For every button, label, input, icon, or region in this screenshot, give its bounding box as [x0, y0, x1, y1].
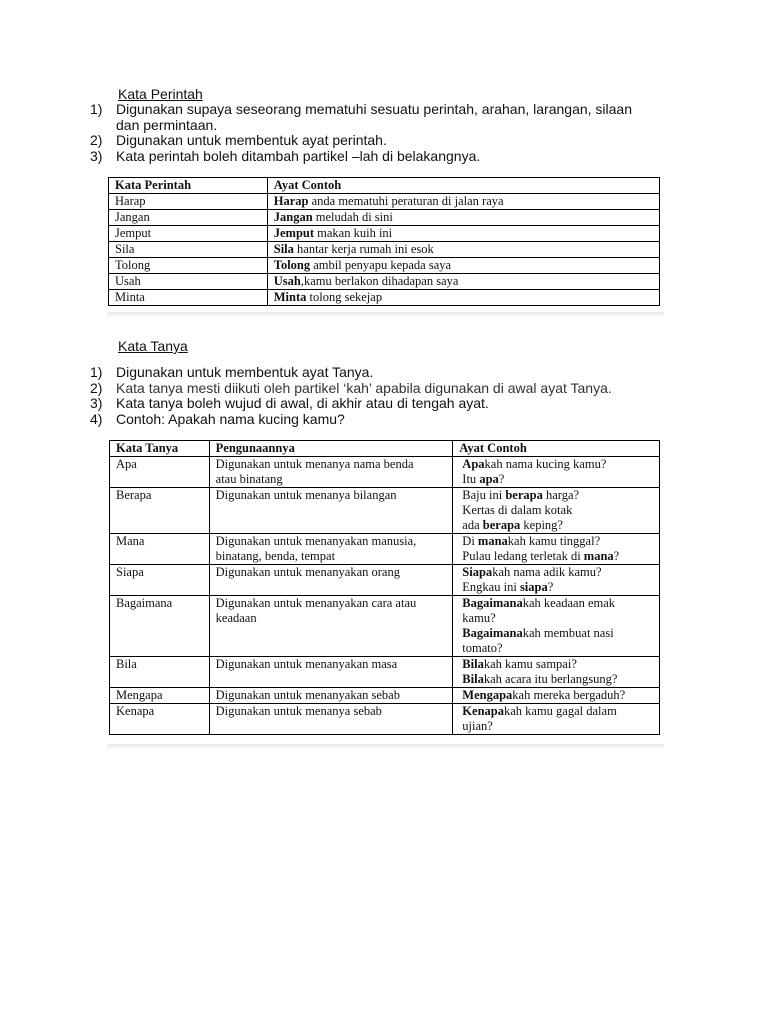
example-line	[459, 688, 653, 703]
ayat-contoh-cell	[267, 226, 659, 242]
table-row	[109, 274, 660, 290]
kata-tanya-cell: Kenapa	[110, 704, 210, 735]
kata-perintah-notes	[88, 102, 658, 164]
example-text: ?	[498, 472, 505, 486]
column-header: Ayat Contoh	[453, 441, 660, 457]
table-row	[110, 565, 660, 596]
example-line	[459, 719, 653, 734]
example-text: tomato?	[462, 641, 503, 655]
example-text: kah membuat nasi	[522, 626, 614, 640]
example-keyword: Apa	[462, 457, 485, 471]
usage-line: Digunakan untuk menanyakan sebab	[215, 688, 400, 702]
example-line	[459, 457, 653, 472]
example-text: Baju ini	[462, 488, 506, 502]
example-keyword: berapa	[482, 518, 521, 532]
table-row	[109, 258, 660, 274]
example-line	[459, 657, 653, 672]
usage-line: Digunakan untuk menanya bilangan	[215, 488, 397, 502]
note-text: Kata tanya mesti diikuti oleh partikel ‘kah’ apabila digunakan di awal ayat Tanya.	[116, 379, 612, 396]
kata-tanya-notes	[88, 365, 658, 427]
table-row	[110, 688, 660, 704]
usage-line: Digunakan untuk menanya nama benda	[215, 457, 414, 471]
pengunaan-cell	[209, 565, 453, 596]
note-number: 1)	[90, 364, 103, 380]
note-item	[88, 412, 658, 428]
usage-line: binatang, benda, tempat	[215, 549, 336, 563]
usage-line: Digunakan untuk menanyakan orang	[215, 565, 400, 579]
table-row	[109, 290, 660, 306]
kata-tanya-title: Kata Tanya	[118, 338, 188, 354]
example-text: Kertas di dalam kotak	[462, 503, 573, 517]
example-keyword: Sila	[273, 242, 294, 256]
example-text: kah keadaan emak	[522, 596, 616, 610]
usage-line: keadaan	[215, 611, 257, 625]
note-number: 3)	[90, 395, 103, 411]
example-text: ?	[613, 549, 620, 563]
ayat-contoh-cell	[267, 242, 659, 258]
example-text: Engkau ini	[462, 580, 520, 594]
example-text: harga?	[542, 488, 580, 502]
example-keyword: Mengapa	[462, 688, 513, 702]
ayat-contoh-cell	[267, 290, 659, 306]
example-text: ?	[547, 580, 554, 594]
example-text: kah kamu sampai?	[483, 657, 577, 671]
example-keyword: Bagaimana	[462, 596, 523, 610]
pengunaan-cell	[209, 688, 453, 704]
ayat-contoh-cell	[453, 657, 660, 688]
ayat-contoh-cell	[267, 258, 659, 274]
ayat-contoh-cell	[453, 704, 660, 735]
example-keyword: Jemput	[273, 226, 315, 240]
table-row	[110, 488, 660, 534]
example-keyword: mana	[583, 549, 614, 563]
example-text: anda mematuhi peraturan di jalan raya	[308, 194, 504, 208]
kata-tanya-cell: Mengapa	[110, 688, 210, 704]
note-text: Contoh: Apakah nama kucing kamu?	[116, 410, 345, 427]
note-text: Digunakan untuk membentuk ayat perintah.	[116, 132, 387, 148]
ayat-contoh-cell	[267, 274, 659, 290]
ayat-contoh-cell	[453, 688, 660, 704]
example-keyword: Bila	[462, 672, 484, 686]
example-keyword: Jangan	[273, 210, 313, 224]
example-line	[459, 549, 653, 564]
table-row	[109, 210, 660, 226]
note-item	[88, 102, 658, 133]
column-header: Ayat Contoh	[267, 178, 659, 194]
ayat-contoh-cell	[453, 457, 660, 488]
kata-tanya-cell: Apa	[110, 457, 210, 488]
pengunaan-cell	[209, 657, 453, 688]
table-row	[110, 457, 660, 488]
example-text: makan kuih ini	[314, 226, 393, 240]
example-keyword: Usah	[273, 274, 301, 288]
table-row	[109, 226, 660, 242]
table-row	[110, 657, 660, 688]
note-number: 1)	[90, 101, 103, 117]
example-text: tolong sekejap	[306, 290, 383, 304]
example-keyword: berapa	[505, 488, 543, 502]
pengunaan-cell	[209, 704, 453, 735]
example-text: ada	[462, 518, 483, 532]
usage-line: Digunakan untuk menanya sebab	[215, 704, 382, 718]
kata-perintah-cell: Tolong	[109, 258, 268, 274]
note-number: 2)	[90, 379, 103, 396]
example-line	[459, 641, 653, 656]
note-text: Digunakan supaya seseorang mematuhi sesuatu perintah, arahan, larangan, silaan	[116, 101, 633, 117]
note-item	[88, 381, 658, 397]
example-text: keping?	[520, 518, 563, 532]
example-text: kah acara itu berlangsung?	[483, 672, 618, 686]
example-text: kah kamu tinggal?	[507, 534, 601, 548]
kata-tanya-cell: Bila	[110, 657, 210, 688]
example-text: kah nama adik kamu?	[492, 565, 602, 579]
table-row	[109, 194, 660, 210]
usage-line: Digunakan untuk menanyakan manusia,	[215, 534, 417, 548]
example-line	[459, 672, 653, 687]
kata-tanya-cell: Siapa	[110, 565, 210, 596]
example-text: meludah di sini	[312, 210, 393, 224]
example-keyword: Tolong	[273, 258, 311, 272]
example-keyword: apa	[479, 472, 499, 486]
note-number: 2)	[90, 132, 103, 148]
example-text: kah nama kucing kamu?	[484, 457, 607, 471]
example-text: kah mereka bergaduh?	[512, 688, 626, 702]
page-shadow	[107, 312, 664, 318]
example-text: ujian?	[462, 719, 493, 733]
ayat-contoh-cell	[453, 488, 660, 534]
ayat-contoh-cell	[267, 210, 659, 226]
column-header: Kata Perintah	[109, 178, 268, 194]
example-keyword: Siapa	[462, 565, 493, 579]
table-row	[110, 704, 660, 735]
kata-perintah-cell: Minta	[109, 290, 268, 306]
kata-perintah-cell: Harap	[109, 194, 268, 210]
example-text: ambil penyapu kepada saya	[310, 258, 452, 272]
example-keyword: mana	[477, 534, 508, 548]
usage-line: Digunakan untuk menanyakan masa	[215, 657, 398, 671]
note-item	[88, 365, 658, 381]
note-item	[88, 396, 658, 412]
note-text: Kata perintah boleh ditambah partikel –lah di belakangnya.	[116, 147, 481, 164]
kata-tanya-table	[109, 440, 660, 735]
example-line	[459, 503, 653, 518]
table-row	[109, 242, 660, 258]
example-text: kah kamu gagal dalam	[503, 704, 617, 718]
note-text: Digunakan untuk membentuk ayat Tanya.	[116, 364, 374, 380]
example-line	[459, 565, 653, 580]
table-header-row	[110, 441, 660, 457]
note-number: 4)	[90, 410, 103, 427]
example-line	[459, 580, 653, 595]
usage-line: atau binatang	[215, 472, 283, 486]
note-text: dan permintaan.	[116, 116, 218, 133]
note-text: Kata tanya boleh wujud di awal, di akhir atau di tengah ayat.	[116, 395, 489, 411]
example-line	[459, 472, 653, 487]
pengunaan-cell	[209, 534, 453, 565]
note-item	[88, 133, 658, 149]
example-text: kamu?	[462, 611, 496, 625]
kata-perintah-cell: Sila	[109, 242, 268, 258]
pengunaan-cell	[209, 457, 453, 488]
usage-line: Digunakan untuk menanyakan cara atau	[215, 596, 417, 610]
kata-perintah-cell: Jemput	[109, 226, 268, 242]
ayat-contoh-cell	[453, 534, 660, 565]
kata-perintah-cell: Usah	[109, 274, 268, 290]
ayat-contoh-cell	[453, 596, 660, 657]
kata-tanya-cell: Bagaimana	[110, 596, 210, 657]
example-text: Di	[462, 534, 478, 548]
kata-perintah-cell: Jangan	[109, 210, 268, 226]
column-header: Kata Tanya	[110, 441, 210, 457]
ayat-contoh-cell	[267, 194, 659, 210]
page-shadow	[107, 744, 664, 750]
pengunaan-cell	[209, 488, 453, 534]
example-keyword: Bagaimana	[462, 626, 523, 640]
table-row	[110, 534, 660, 565]
example-keyword: Kenapa	[462, 704, 504, 718]
example-line	[459, 596, 653, 611]
kata-perintah-table	[108, 177, 660, 306]
kata-tanya-cell: Mana	[110, 534, 210, 565]
note-item	[88, 149, 658, 165]
example-keyword: Bila	[462, 657, 484, 671]
ayat-contoh-cell	[453, 565, 660, 596]
pengunaan-cell	[209, 596, 453, 657]
table-row	[110, 596, 660, 657]
example-text: ,kamu berlakon dihadapan saya	[300, 274, 459, 288]
kata-perintah-title: Kata Perintah	[118, 86, 203, 102]
example-line	[459, 626, 653, 641]
example-keyword: Harap	[273, 194, 309, 208]
example-line	[459, 518, 653, 533]
example-keyword: Minta	[273, 290, 307, 304]
example-text: hantar kerja rumah ini esok	[293, 242, 434, 256]
example-line	[459, 488, 653, 503]
example-line	[459, 704, 653, 719]
example-line	[459, 534, 653, 549]
example-text: Itu	[462, 472, 480, 486]
table-header-row	[109, 178, 660, 194]
example-text: Pulau ledang terletak di	[462, 549, 584, 563]
example-keyword: siapa	[519, 580, 548, 594]
kata-tanya-cell: Berapa	[110, 488, 210, 534]
note-number: 3)	[90, 147, 103, 164]
column-header: Pengunaannya	[209, 441, 453, 457]
example-line	[459, 611, 653, 626]
